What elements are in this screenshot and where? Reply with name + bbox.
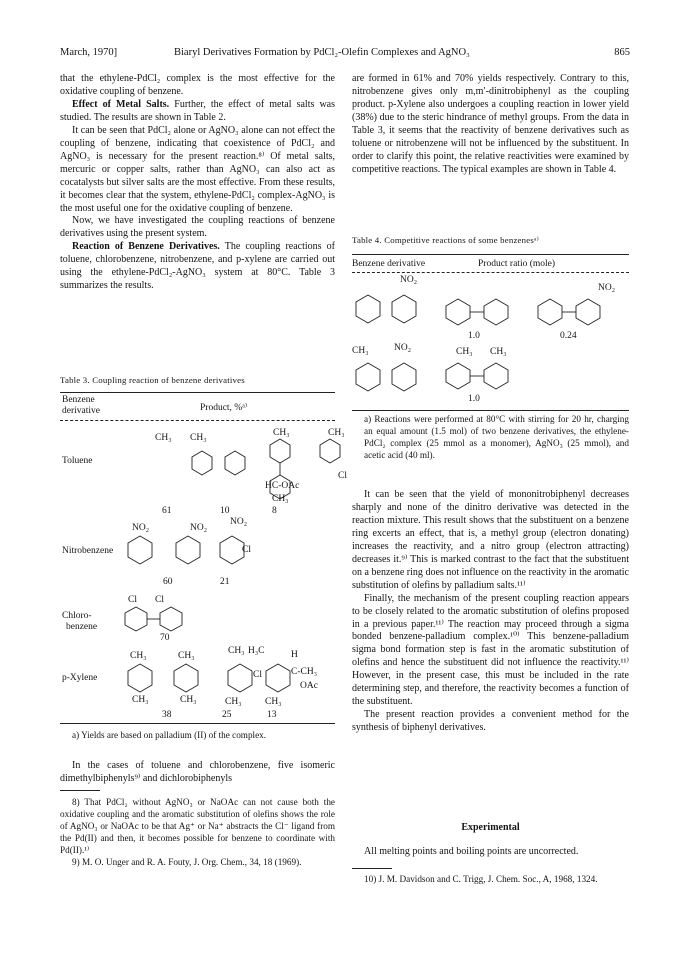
benzene-ring-icon xyxy=(392,295,416,323)
header-title: Biaryl Derivatives Formation by PdCl₂-Olefin Complexes and AgNO₃ xyxy=(174,47,470,58)
substituent-label: CH₃ xyxy=(190,433,207,443)
benzene-ring-icon xyxy=(320,439,340,463)
benzene-ring-icon xyxy=(270,439,290,463)
substituent-label: CH₃ xyxy=(456,347,473,357)
yield-value: 21 xyxy=(220,577,230,587)
substituent-label: CH₃ xyxy=(132,695,149,705)
substituent-label: NO₂ xyxy=(190,523,208,533)
yield-value: 13 xyxy=(267,710,277,720)
paragraph: Reaction of Benzene Derivatives. The coupling reactions of toluene, chlorobenzene, nitrobenzene, and p-xylene are carried out using the ethylene-PdCl₂-AgNO₃ system at 80°C. Table 3 summarizes the results. xyxy=(60,241,335,292)
header-date: March, 1970] xyxy=(60,47,118,58)
header-page-number: 865 xyxy=(614,47,630,58)
benzene-ring-icon xyxy=(392,363,416,391)
paragraph: It can be seen that the yield of mononitrobiphenyl decreases sharply and none of the dinitro derivative was detected in the reaction mixture. This result shows that the substituent on a benzene ring excerts an effect, that is, a methyl group (electron donating) increases the reactivity, and a nitro group (electron attracting) decreases it.⁹⁾ This is marked contrast to the fact that the substituent on a benzene ring does not influence on the reactivity in the aromatic substitution of olefins by palladium salts.¹¹⁾ xyxy=(352,489,629,591)
paragraph: Finally, the mechanism of the present coupling reaction appears to be closely related to the aromatic substitution of olefins proposed in a previous paper.¹¹⁾ The reaction may proceed through a sigma bonded benzene-palladium complex.¹⁰⁾ This benzene-palladium sigma bond formation step is fast in the aromatic substitution of olefins and hence the substituent did not influence the reactivity.¹¹⁾ However, in the present case, this must be included in the rate determining step, and therefore, the reactivity becomes a function of the substituent. xyxy=(352,592,629,708)
substituent-label: CH₃ xyxy=(155,433,172,443)
paragraph: Now, we have investigated the coupling reactions of benzene derivatives using the present system. xyxy=(60,215,335,240)
table-header-product-ratio: Product ratio (mole) xyxy=(478,259,556,269)
table-rule xyxy=(352,254,629,255)
chlorobenzene-structure xyxy=(120,603,220,638)
paragraph: The present reaction provides a convenient method for the synthesis of biphenyl derivatives. xyxy=(352,709,629,734)
substituent-label: OAc xyxy=(300,681,318,691)
footnote-rule xyxy=(60,790,100,791)
experimental-text: All melting points and boiling points are uncorrected. xyxy=(364,846,579,857)
paragraph: are formed in 61% and 70% yields respectively. Contrary to this, nitrobenzene gives only m,m′-dinitrobiphenyl as the coupling product. p-Xylene also undergoes a coupling reaction in lower yield (38%) due to the steric hindrance of methyl groups. From the data in Table 3, it seems that the reactivity of benzene derivatives such as toluene or nitrobenzene will not be influenced by the substituent. In order to clarify this point, the relative reactivities were examined by competitive reactions. The typical examples are shown in Table 4. xyxy=(352,73,629,175)
footnote-8: 8) That PdCl₂ without AgNO₃ or NaOAc can not cause both the oxidative coupling and the aromatic substitution of olefins shows the role of AgNO₃ or NaOAc to be that Ag⁺ or Na⁺ abstracts the Cl⁻ ligand from the Pd(II) and then, it becomes possible for benzene to coordinate with Pd(II).¹⁾ xyxy=(60,797,335,856)
table-rule xyxy=(352,410,629,411)
ratio-value: 0.24 xyxy=(560,331,577,341)
footnote-9: 9) M. O. Unger and R. A. Fouty, J. Org. Chem., 34, 18 (1969). xyxy=(72,857,302,868)
substituent-label: CH₃ xyxy=(328,428,345,438)
paragraph: In the cases of toluene and chlorobenzene, five isomeric dimethylbiphenyls⁹⁾ and dichlorobiphenyls xyxy=(60,760,335,784)
substituent-label: Cl xyxy=(338,471,347,481)
substituent-label: CH₃ xyxy=(130,651,147,661)
substituent-label: CH₃ xyxy=(490,347,507,357)
table-3-footnote: a) Yields are based on palladium (II) of the complex. xyxy=(72,730,267,740)
table-header-benzene: Benzene xyxy=(62,395,95,405)
table-rule xyxy=(60,420,335,421)
substituent-label: NO₂ xyxy=(598,283,616,293)
ratio-value: 1.0 xyxy=(468,331,480,341)
substituent-label: CH₃ xyxy=(228,646,245,656)
benzene-ring-icon xyxy=(192,451,212,475)
substituent-label: C-CH₃ xyxy=(291,667,318,677)
substituent-label: CH₃ xyxy=(180,695,197,705)
table-4-caption: Table 4. Competitive reactions of some benzenesᵃ⁾ xyxy=(352,235,539,245)
benzene-ring-icon xyxy=(356,363,380,391)
row-label-toluene: Toluene xyxy=(62,456,93,466)
running-header xyxy=(60,47,630,61)
experimental-heading: Experimental xyxy=(461,822,520,833)
row-label-chlorobenzene: benzene xyxy=(66,622,98,632)
benzene-ring-icon xyxy=(174,664,198,692)
section-heading: Effect of Metal Salts. xyxy=(72,98,170,110)
substituent-label: Cl xyxy=(253,670,262,680)
yield-value: 38 xyxy=(162,710,172,720)
substituent-label: H₃C xyxy=(248,646,265,656)
substituent-label: CH₃ xyxy=(178,651,195,661)
toluene-structures xyxy=(120,423,335,518)
benzene-ring-icon xyxy=(220,536,244,564)
benzene-ring-icon xyxy=(576,299,600,325)
benzene-ring-icon xyxy=(225,451,245,475)
substituent-label: Cl xyxy=(155,595,164,605)
row-label-nitrobenzene: Nitrobenzene xyxy=(62,546,114,556)
substituent-label: Cl xyxy=(242,545,251,555)
benzene-ring-icon xyxy=(176,536,200,564)
left-column-bottom xyxy=(60,760,335,786)
p-xylene-structures xyxy=(120,660,335,700)
table-rule xyxy=(352,272,629,273)
right-column xyxy=(352,73,629,177)
substituent-label: NO₂ xyxy=(230,517,248,527)
table-4-footnote: a) Reactions were performed at 80°C with stirring for 20 hr, charging an equal amount (1.5 mol) of two benzene derivatives, the ethylene-PdCl₂ complex (25 mmol as a monomer), AgNO₃ (25 mmol), and acetic acid (40 ml). xyxy=(364,414,629,461)
benzene-ring-icon xyxy=(128,536,152,564)
table-rule xyxy=(60,723,335,724)
yield-value: 61 xyxy=(162,506,172,516)
substituent-label: NO₂ xyxy=(400,275,418,285)
row-label-p-xylene: p-Xylene xyxy=(62,673,98,683)
right-column-lower xyxy=(352,489,629,735)
benzene-ring-icon xyxy=(128,664,152,692)
benzene-ring-icon xyxy=(538,299,562,325)
substituent-label: H xyxy=(291,650,298,660)
left-column xyxy=(60,73,335,293)
table-3 xyxy=(60,375,347,735)
substituent-label: CH₃ xyxy=(225,697,242,707)
benzene-ring-icon xyxy=(160,607,182,631)
substituent-label: CH₃ xyxy=(265,697,282,707)
footnote-10: 10) J. M. Davidson and C. Trigg, J. Chem. Soc., A, 1968, 1324. xyxy=(364,874,598,884)
yield-value: 70 xyxy=(160,633,170,643)
table-4 xyxy=(352,235,629,425)
benzene-ring-icon xyxy=(125,607,147,631)
yield-value: 10 xyxy=(220,506,230,516)
paragraph: that the ethylene-PdCl₂ complex is the most effective for the oxidative coupling of benzene. xyxy=(60,73,335,97)
yield-value: 25 xyxy=(222,710,232,720)
benzene-ring-icon xyxy=(484,363,508,389)
row-label-chlorobenzene: Chloro- xyxy=(62,611,92,621)
yield-value: 8 xyxy=(272,506,277,516)
table-header-product: Product, %ᵃ⁾ xyxy=(200,403,248,413)
substituent-label: HC-OAc xyxy=(265,481,300,491)
left-footnotes xyxy=(60,796,335,869)
substituent-label: CH₃ xyxy=(273,428,290,438)
benzene-ring-icon xyxy=(484,299,508,325)
paragraph: Effect of Metal Salts. Further, the effect of metal salts was studied. The results are shown in Table 2. xyxy=(60,98,336,123)
substituent-label: NO₂ xyxy=(132,523,150,533)
substituent-label: CH₃ xyxy=(272,494,289,504)
benzene-ring-icon xyxy=(446,363,470,389)
nitrobenzene-structures xyxy=(120,530,270,575)
table-header-derivative: derivative xyxy=(62,406,100,416)
table-3-caption: Table 3. Coupling reaction of benzene derivatives xyxy=(60,375,245,385)
benzene-ring-icon xyxy=(356,295,380,323)
section-heading: Reaction of Benzene Derivatives. xyxy=(72,241,220,253)
substituent-label: NO₂ xyxy=(394,343,412,353)
ratio-value: 1.0 xyxy=(468,394,480,404)
footnote-rule xyxy=(352,868,392,869)
table-header-benzene-derivative: Benzene derivative xyxy=(352,259,426,269)
benzene-ring-icon xyxy=(266,664,290,692)
paragraph: It can be seen that PdCl₂ alone or AgNO₃ alone can not effect the coupling of benzene, indicating that coexistence of PdCl₂ and AgNO₃ is necessary for the present reaction.⁸⁾ Of metal salts, mercuric or copper salts, rather than AgNO₃ can also act as cocatalysts but silver salts are the most effective. From these results, it becomes clear that the system, ethylene-PdCl₂ complex-AgNO₃ is the most useful one for the oxidative coupling of benzene. xyxy=(60,124,335,214)
benzene-ring-icon xyxy=(446,299,470,325)
benzene-ring-icon xyxy=(228,664,252,692)
yield-value: 60 xyxy=(163,577,173,587)
table-rule xyxy=(60,392,335,393)
substituent-label: Cl xyxy=(128,595,137,605)
substituent-label: CH₃ xyxy=(352,346,369,356)
